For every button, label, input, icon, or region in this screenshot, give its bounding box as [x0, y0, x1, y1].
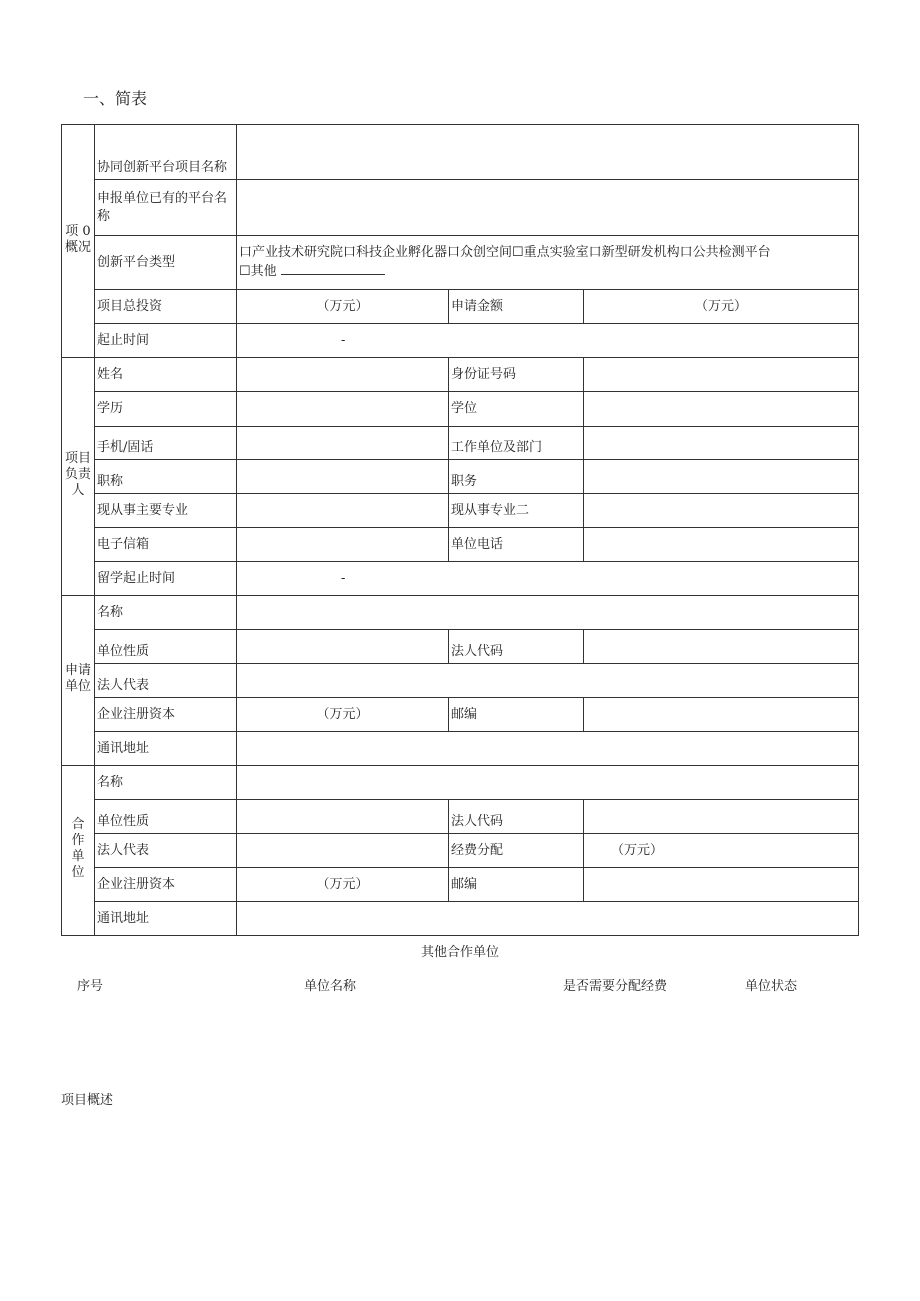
label-total-investment: 项目总投资 [95, 290, 237, 324]
applicant-reg-capital-field[interactable]: （万元） [237, 698, 449, 732]
major2-field[interactable] [584, 494, 859, 528]
partner-legal-code-field[interactable] [584, 800, 859, 834]
platform-type-options[interactable] [237, 236, 859, 290]
email-field[interactable] [237, 528, 449, 562]
title-field[interactable] [237, 460, 449, 494]
label-major1: 现从事主要专业 [95, 494, 237, 528]
applicant-address-field[interactable] [237, 732, 859, 766]
label-partner-postcode: 邮编 [449, 868, 584, 902]
partner-reg-capital-field[interactable]: （万元） [237, 868, 449, 902]
platform-type-other: ☐其他 [239, 264, 277, 279]
label-name: 姓名 [95, 358, 237, 392]
label-partner-address: 通讯地址 [95, 902, 237, 936]
fund-unit: （万元） [611, 842, 664, 858]
partner-name-field[interactable] [237, 766, 859, 800]
applicant-legal-rep-field[interactable] [237, 664, 859, 698]
label-major2: 现从事专业二 [449, 494, 584, 528]
platform-type-options-line1: 口产业技术研究院口科技企业孵化器口众创空间☐重点实验室口新型研发机构口公共检测平台 [239, 245, 771, 260]
label-applicant-postcode: 邮编 [449, 698, 584, 732]
col-index: 序号 [77, 979, 104, 994]
name-field[interactable] [237, 358, 449, 392]
group-applicant: 申请单位 [62, 596, 95, 766]
label-applicant-legal-rep: 法人代表 [95, 664, 237, 698]
label-applicant-address: 通讯地址 [95, 732, 237, 766]
project-name-field[interactable] [237, 125, 859, 180]
label-applicant-nature: 单位性质 [95, 630, 237, 664]
partner-postcode-field[interactable] [584, 868, 859, 902]
position-field[interactable] [584, 460, 859, 494]
label-partner-nature: 单位性质 [95, 800, 237, 834]
label-project-name: 协同创新平台项目名称 [95, 125, 237, 180]
label-partner-legal-code: 法人代码 [449, 800, 584, 834]
other-blank[interactable] [281, 262, 385, 275]
partner-legal-rep-field[interactable] [237, 834, 449, 868]
major1-field[interactable] [237, 494, 449, 528]
label-education: 学历 [95, 392, 237, 427]
project-overview-heading: 项目概述 [61, 1093, 114, 1108]
label-partner-name: 名称 [95, 766, 237, 800]
applicant-postcode-field[interactable] [584, 698, 859, 732]
label-title: 职称 [95, 460, 237, 494]
other-partners-caption: 其他合作单位 [420, 945, 499, 960]
label-study-abroad: 留学起止时间 [95, 562, 237, 596]
start-end-field[interactable] [237, 324, 859, 358]
summary-table [61, 124, 859, 936]
partner-nature-field[interactable] [237, 800, 449, 834]
study-dash: - [341, 570, 346, 586]
section-heading: 一、简表 [83, 89, 148, 108]
group-leader: 项目负责人 [62, 358, 95, 596]
label-fund-alloc: 经费分配 [449, 834, 584, 868]
group-partner: 合作单位 [62, 766, 95, 936]
existing-platform-field[interactable] [237, 180, 859, 236]
label-degree: 学位 [449, 392, 584, 427]
total-investment-field[interactable]: （万元） [237, 290, 449, 324]
applicant-name-field[interactable] [237, 596, 859, 630]
unit-phone-field[interactable] [584, 528, 859, 562]
education-field[interactable] [237, 392, 449, 427]
col-unit-name: 单位名称 [304, 979, 357, 994]
applicant-nature-field[interactable] [237, 630, 449, 664]
degree-field[interactable] [584, 392, 859, 427]
col-need-fund: 是否需要分配经费 [563, 979, 668, 994]
label-applicant-name: 名称 [95, 596, 237, 630]
group-overview: 项 0 概况 [62, 125, 95, 358]
date-dash: - [341, 332, 346, 348]
label-partner-legal-rep: 法人代表 [95, 834, 237, 868]
label-id: 身份证号码 [449, 358, 584, 392]
apply-amount-field[interactable]: （万元） [584, 290, 859, 324]
label-work-unit: 工作单位及部门 [449, 427, 584, 460]
id-field[interactable] [584, 358, 859, 392]
work-unit-field[interactable] [584, 427, 859, 460]
col-unit-status: 单位状态 [745, 979, 798, 994]
fund-alloc-field[interactable] [584, 834, 859, 868]
label-email: 电子信箱 [95, 528, 237, 562]
label-apply-amount: 申请金额 [449, 290, 584, 324]
label-unit-phone: 单位电话 [449, 528, 584, 562]
applicant-legal-code-field[interactable] [584, 630, 859, 664]
label-existing-platform: 申报单位已有的平台名称 [95, 180, 237, 236]
label-partner-reg-capital: 企业注册资本 [95, 868, 237, 902]
partner-address-field[interactable] [237, 902, 859, 936]
label-start-end: 起止时间 [95, 324, 237, 358]
label-applicant-legal-code: 法人代码 [449, 630, 584, 664]
study-abroad-field[interactable] [237, 562, 859, 596]
phone-field[interactable] [237, 427, 449, 460]
label-applicant-reg-capital: 企业注册资本 [95, 698, 237, 732]
label-platform-type: 创新平台类型 [95, 236, 237, 290]
label-position: 职务 [449, 460, 584, 494]
label-phone: 手机/固话 [95, 427, 237, 460]
